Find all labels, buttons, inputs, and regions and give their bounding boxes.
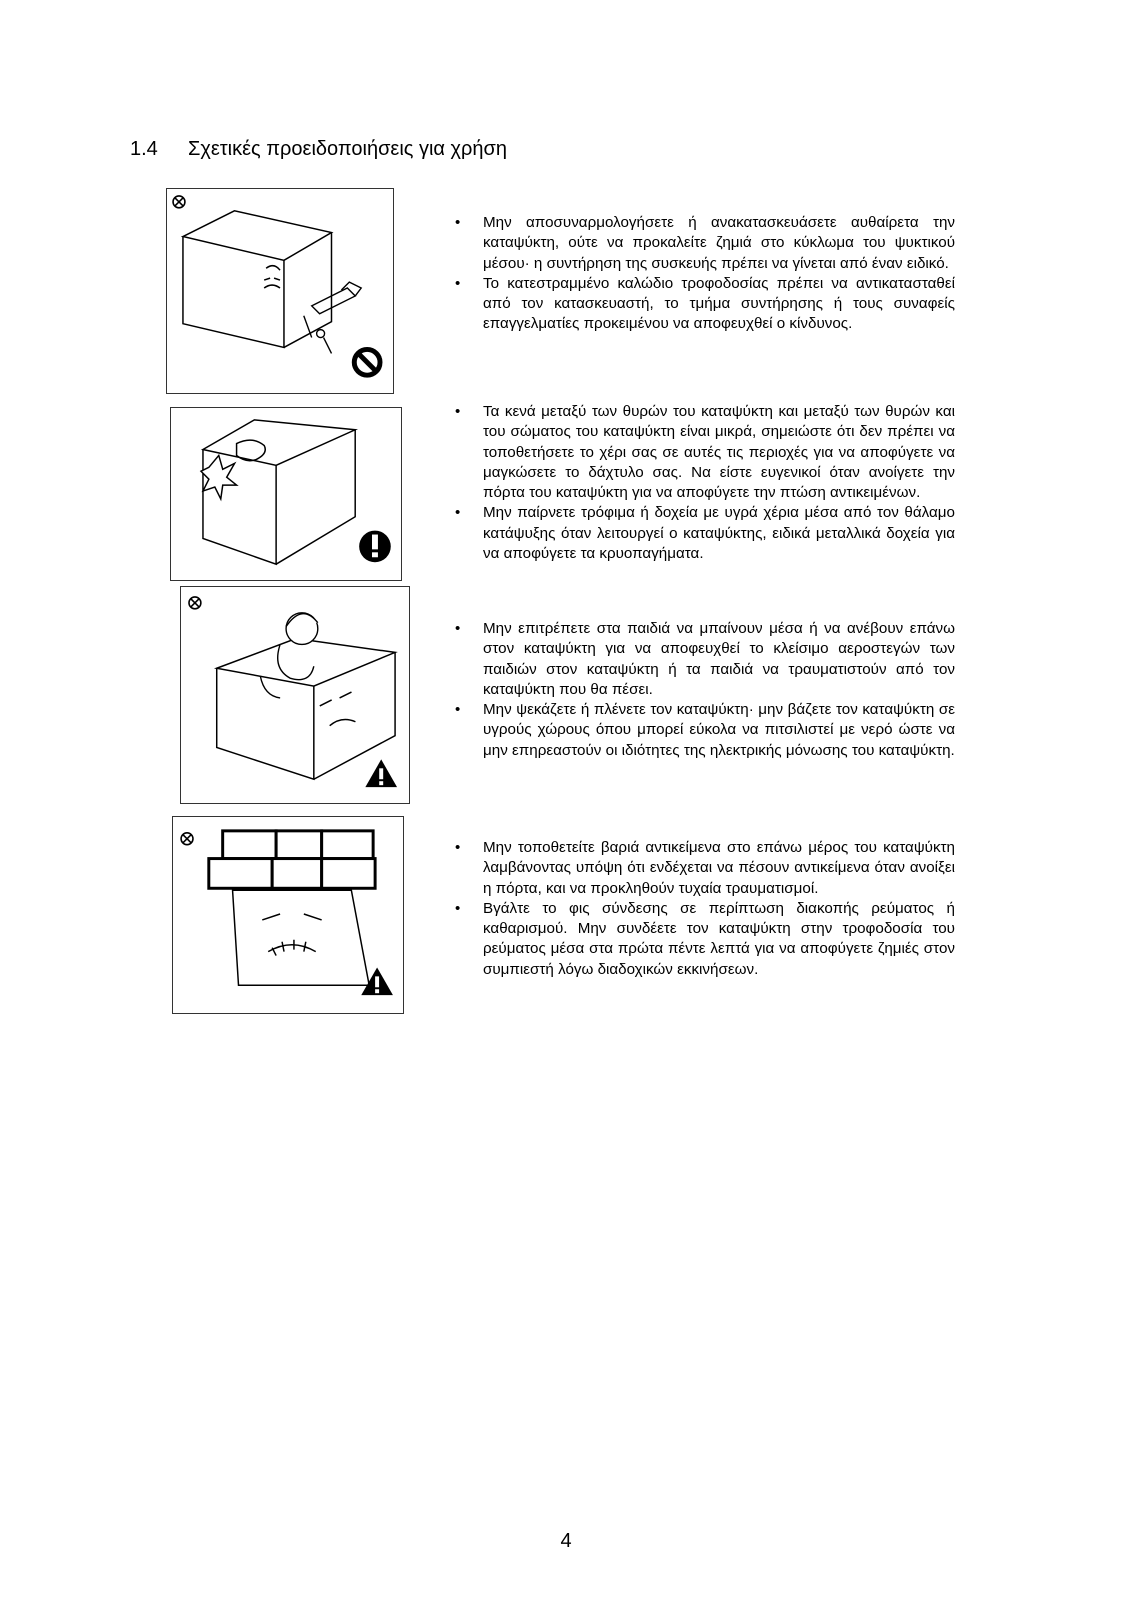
figure-pinch: [170, 407, 402, 581]
figure-disassembly: [166, 188, 394, 394]
freezer-lid-drawing: [201, 420, 355, 564]
warning-text-block-4: [455, 838, 955, 980]
heavy-objects-illustration: [173, 817, 403, 1013]
freezer-drawing: [217, 639, 395, 780]
list-item: • Βγάλτε το φις σύνδεσης σε περίπτωση διακοπής ρεύματος ή καθαρισμού. Μην συνδέετε τον καταψύκτη στην τροφοδοσία του ρεύματος μέσα στα πρώτα πέντε λεπτά για να αποφύγετε ζημιές στον συμπιεστή λόγω διαδοχικών εκκινήσεων.: [455, 899, 955, 980]
section-heading: [130, 138, 507, 161]
prohibited-icon: [181, 833, 193, 845]
warning-text-block-1: [455, 213, 955, 335]
freezer-tools-illustration: [167, 189, 393, 393]
warning-text-block-2: [455, 402, 955, 564]
section-title: Σχετικές προειδοποιήσεις για χρήση: [188, 138, 507, 160]
prohibited-icon: [173, 196, 185, 208]
list-item: • Τα κενά μεταξύ των θυρών του καταψύκτη και μεταξύ των θυρών και του σώματος του καταψύκτη είναι μικρά, σημειώστε ότι δεν πρέπει να τοποθετήσετε το χέρι σας σε αυτές τις περιοχές για να αποφύγετε να μαγκώσετε το δάχτυλο σας. Να είστε ευγενικοί όταν ανοίγετε την πόρτα του καταψύκτη για να αποφύγετε την πτώση αντικειμένων.: [455, 402, 955, 503]
boxes-drawing: [209, 831, 375, 888]
freezer-drawing: [233, 890, 370, 985]
tools-drawing: [304, 282, 361, 353]
child-climbing-illustration: [181, 587, 409, 803]
no-entry-icon: [354, 349, 380, 375]
list-item: • Μην ψεκάζετε ή πλένετε τον καταψύκτη· μην βάζετε τον καταψύκτη σε υγρούς χώρους όπου μπορεί εύκολα να πιτσιλιστεί με νερό ώστε να μην επηρεαστούν οι ιδιότητες της ηλεκτρικής μόνωσης του καταψύκτη.: [455, 700, 955, 761]
hand-pinch-illustration: [171, 408, 401, 580]
list-item: • Μην τοποθετείτε βαριά αντικείμενα στο επάνω μέρος του καταψύκτη λαμβάνοντας υπόψη ότι ενδέχεται να πέσουν αντικείμενα όταν ανοίξει η πόρτα, και να προκληθούν τυχαία τραυματισμοί.: [455, 838, 955, 899]
section-number: 1.4: [130, 138, 158, 160]
warning-text-block-3: [455, 619, 955, 761]
warning-triangle-icon: [365, 759, 397, 787]
list-item: • Μην παίρνετε τρόφιμα ή δοχεία με υγρά χέρια μέσα από τον θάλαμο κατάψυξης όταν λειτουργεί ο καταψύκτης, ειδικά μεταλλικά δοχεία για να αποφύγετε τα κρυοπαγήματα.: [455, 503, 955, 564]
list-item: • Μην αποσυναρμολογήσετε ή ανακατασκευάσετε αυθαίρετα την καταψύκτη, ούτε να προκαλείτε ζημιά στο κύκλωμα του ψυκτικού μέσου· η συντήρηση της συσκευής πρέπει να γίνεται από έναν ειδικό.: [455, 213, 955, 274]
figure-heavy: [172, 816, 404, 1014]
figure-child: [180, 586, 410, 804]
page-number: 4: [560, 1530, 572, 1552]
freezer-drawing: [183, 211, 332, 348]
list-item: • Το κατεστραμμένο καλώδιο τροφοδοσίας πρέπει να αντικατασταθεί από τον κατασκευαστή, το τμήμα συντήρησης ή τους συναφείς επαγγελματίες προκειμένου να αποφευχθεί ο κίνδυνος.: [455, 274, 955, 335]
list-item: • Μην επιτρέπετε στα παιδιά να μπαίνουν μέσα ή να ανέβουν επάνω στον καταψύκτη για να αποφευχθεί το κλείσιμο αεροστεγών των παιδιών στον καταψύκτη ή τα παιδιά να τραυματιστούν από τον καταψύκτη που θα πέσει.: [455, 619, 955, 700]
exclamation-icon: [359, 531, 391, 563]
prohibited-icon: [189, 597, 201, 609]
